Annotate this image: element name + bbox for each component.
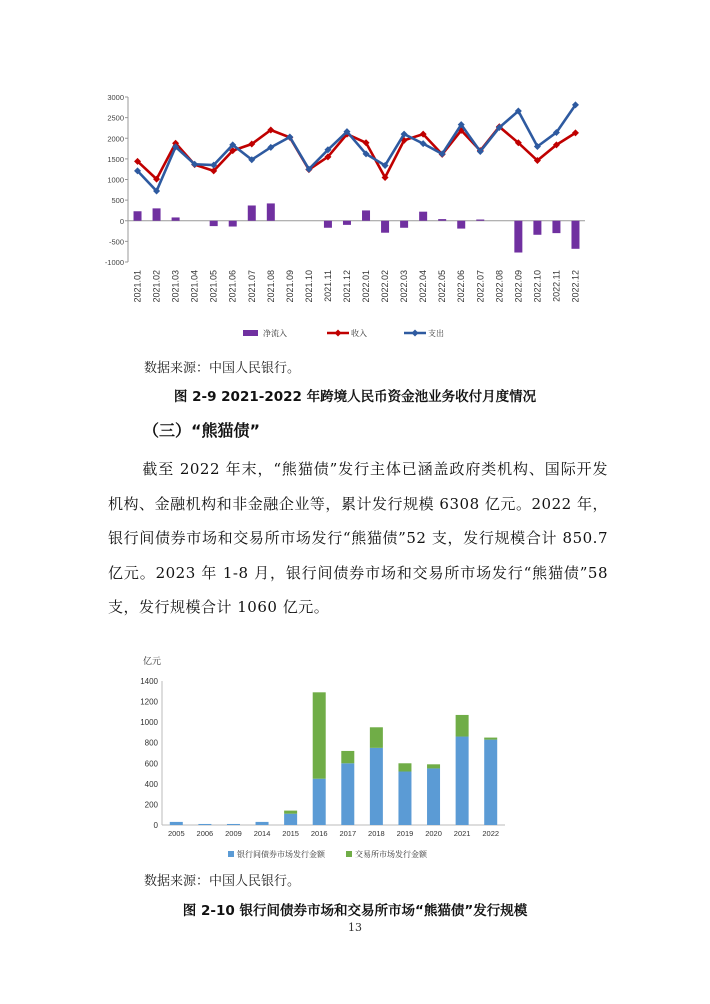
- x-tick-label: 2022.08: [494, 270, 505, 303]
- x-tick-label: 2022.07: [475, 270, 486, 303]
- x-tick-label: 2022.11: [551, 270, 562, 302]
- bar-net-inflow: [552, 221, 560, 233]
- x-tick-label: 2005: [167, 829, 185, 838]
- bar-interbank: [456, 737, 469, 825]
- x-tick-label: 2021.01: [132, 270, 143, 303]
- y-tick-label: 600: [144, 759, 158, 769]
- bar-net-inflow: [153, 208, 161, 220]
- legend-swatch: [346, 851, 352, 857]
- bar-interbank: [370, 748, 383, 825]
- y-unit-label: 亿元: [143, 656, 162, 666]
- y-tick-label: 1400: [140, 677, 158, 686]
- x-tick-label: 2015: [282, 829, 299, 838]
- figure1-caption: 图 2-9 2021-2022 年跨境人民币资金池业务收付月度情况: [173, 389, 537, 405]
- bar-net-inflow: [134, 211, 142, 220]
- bar-net-inflow: [457, 221, 465, 229]
- legend-swatch: [243, 330, 258, 336]
- bar-net-inflow: [229, 221, 237, 227]
- x-tick-label: 2018: [368, 829, 385, 838]
- x-tick-label: 2022.05: [437, 270, 448, 303]
- bar-exchange: [313, 692, 326, 778]
- x-tick-label: 2022.12: [570, 270, 581, 303]
- x-tick-label: 2022.02: [380, 270, 391, 303]
- x-tick-label: 2022.04: [418, 270, 429, 303]
- y-tick-label: 1200: [140, 697, 158, 707]
- y-tick-label: -1000: [104, 258, 124, 267]
- bar-interbank: [256, 822, 269, 825]
- bar-exchange: [284, 811, 297, 814]
- x-tick-label: 2022.06: [456, 270, 467, 303]
- x-tick-label: 2021.12: [341, 270, 352, 303]
- bar-exchange: [341, 751, 354, 763]
- bar-interbank: [398, 772, 411, 825]
- legend-marker: [335, 330, 342, 337]
- bar-interbank: [427, 768, 440, 825]
- bar-net-inflow: [324, 221, 332, 228]
- x-tick-label: 2022.10: [532, 270, 543, 303]
- x-tick-label: 2021.06: [227, 270, 238, 303]
- legend-label: 银行间债券市场发行金额: [237, 850, 325, 859]
- legend-label: 收入: [351, 329, 367, 338]
- y-tick-label: -500: [108, 237, 124, 247]
- x-tick-label: 2021.08: [265, 270, 276, 303]
- y-tick-label: 400: [144, 779, 158, 789]
- x-tick-label: 2022: [482, 829, 500, 838]
- legend-swatch: [228, 851, 234, 857]
- x-tick-label: 2021.05: [208, 270, 219, 303]
- y-tick-label: 1000: [107, 175, 124, 185]
- bar-exchange: [427, 764, 440, 768]
- legend-label: 净流入: [263, 329, 287, 338]
- bar-net-inflow: [514, 221, 522, 253]
- bar-exchange: [398, 763, 411, 771]
- bar-exchange: [456, 715, 469, 737]
- bar-net-inflow: [533, 221, 541, 235]
- bar-net-inflow: [419, 212, 427, 221]
- y-tick-label: 2000: [107, 134, 124, 144]
- figure2-caption: 图 2-10 银行间债券市场和交易所市场“熊猫债”发行规模: [182, 903, 528, 919]
- bar-interbank: [284, 814, 297, 825]
- line-income: [138, 127, 576, 179]
- x-tick-label: 2020: [425, 829, 442, 838]
- body-paragraph: [108, 452, 608, 625]
- chart-panda-bonds: [120, 650, 520, 865]
- x-tick-label: 2021.04: [189, 270, 200, 303]
- figure2-source: 数据来源：中国人民银行。: [144, 874, 301, 889]
- y-tick-label: 3000: [107, 93, 124, 102]
- bar-interbank: [484, 740, 497, 825]
- x-tick-label: 2021.11: [322, 270, 333, 302]
- figure1-source: 数据来源：中国人民银行。: [144, 361, 301, 376]
- chart-cross-border-pool: [100, 86, 600, 356]
- bar-interbank: [198, 824, 211, 825]
- y-tick-label: 2500: [107, 113, 124, 123]
- bar-exchange: [484, 738, 497, 740]
- x-tick-label: 2016: [310, 829, 328, 838]
- bar-interbank: [170, 822, 183, 825]
- section-heading: （三）“熊猫债”: [143, 421, 261, 440]
- y-tick-label: 200: [144, 800, 158, 810]
- x-tick-label: 2021.09: [284, 270, 295, 303]
- bar-net-inflow: [362, 210, 370, 220]
- y-tick-label: 800: [144, 738, 158, 748]
- bar-net-inflow: [438, 219, 446, 221]
- y-tick-label: 0: [119, 216, 124, 226]
- bar-interbank: [313, 779, 326, 825]
- page-number: 13: [348, 921, 362, 934]
- x-tick-label: 2022.03: [399, 270, 410, 303]
- bar-net-inflow: [343, 221, 351, 225]
- bar-net-inflow: [571, 221, 579, 249]
- x-tick-label: 2019: [396, 829, 414, 838]
- bar-interbank: [341, 763, 354, 825]
- bar-exchange: [370, 727, 383, 748]
- x-tick-label: 2021: [453, 829, 471, 838]
- bar-net-inflow: [172, 217, 180, 220]
- x-tick-label: 2022.01: [361, 270, 372, 303]
- y-tick-label: 0: [153, 821, 158, 830]
- x-tick-label: 2022.09: [513, 270, 524, 303]
- legend-label: 支出: [428, 329, 444, 338]
- line-expense: [138, 105, 576, 191]
- bar-interbank: [227, 824, 240, 825]
- x-tick-label: 2014: [253, 829, 271, 838]
- bar-net-inflow: [381, 221, 389, 233]
- paragraph-text: 截至 2022 年末，“熊猫债”发行主体已涵盖政府类机构、国际开发机构、金融机构和非金融企业等，累计发行规模 6308 亿元。2022 年，银行间债券市场和交易所市场发行“熊猫债”52 支，发行规模合计 850.7 亿元。2023 年 1-8 月，银行间债券市场和交易所市场发行“熊猫债”58 支，发行规模合计 1060 亿元。: [108, 460, 608, 616]
- bar-net-inflow: [210, 221, 218, 226]
- legend-label: 交易所市场发行金额: [355, 850, 427, 859]
- x-tick-label: 2021.02: [151, 270, 162, 303]
- x-tick-label: 2006: [196, 829, 214, 838]
- x-tick-label: 2021.10: [303, 270, 314, 303]
- y-tick-label: 500: [111, 196, 124, 206]
- x-tick-label: 2017: [339, 829, 357, 838]
- x-tick-label: 2009: [225, 829, 242, 838]
- bar-net-inflow: [248, 205, 256, 220]
- bar-net-inflow: [267, 203, 275, 220]
- y-tick-label: 1500: [107, 154, 124, 164]
- bar-net-inflow: [476, 220, 484, 221]
- legend-marker: [412, 330, 419, 337]
- x-tick-label: 2021.03: [170, 270, 181, 303]
- x-tick-label: 2021.07: [246, 270, 257, 303]
- y-tick-label: 1000: [140, 718, 158, 728]
- bar-net-inflow: [400, 221, 408, 228]
